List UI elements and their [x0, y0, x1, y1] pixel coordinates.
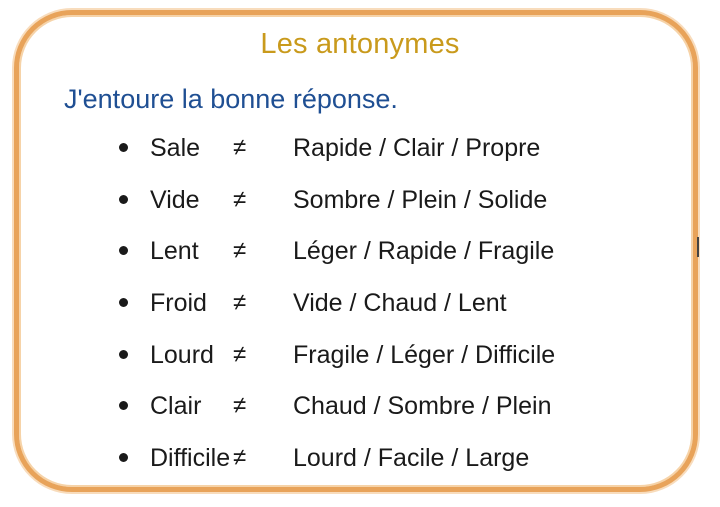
- word: Vide: [150, 186, 200, 214]
- answer-choices[interactable]: Vide / Chaud / Lent: [293, 289, 507, 317]
- not-equal-symbol: ≠: [233, 134, 247, 161]
- word: Clair: [150, 392, 202, 420]
- list-item: [0, 128, 720, 168]
- word: Froid: [150, 289, 207, 317]
- list-item: [0, 283, 720, 323]
- not-equal-symbol: ≠: [233, 341, 247, 368]
- not-equal-symbol: ≠: [233, 444, 247, 471]
- answer-choices[interactable]: Sombre / Plein / Solide: [293, 186, 548, 214]
- word: Lent: [150, 237, 199, 265]
- instruction-text: J'entoure la bonne réponse.: [64, 84, 398, 114]
- answer-choices[interactable]: Léger / Rapide / Fragile: [293, 237, 555, 265]
- word: Difficile: [150, 444, 231, 472]
- word: Sale: [150, 134, 201, 162]
- bullet-icon: [119, 143, 128, 152]
- answer-choices[interactable]: Rapide / Clair / Propre: [293, 134, 541, 162]
- bullet-icon: [119, 453, 128, 462]
- not-equal-symbol: ≠: [233, 392, 247, 419]
- list-item: [0, 231, 720, 271]
- edge-mark: [697, 237, 699, 257]
- bullet-icon: [119, 298, 128, 307]
- bullet-icon: [119, 350, 128, 359]
- worksheet-title: Les antonymes: [260, 28, 460, 60]
- bullet-icon: [119, 401, 128, 410]
- not-equal-symbol: ≠: [233, 289, 247, 316]
- not-equal-symbol: ≠: [233, 186, 247, 213]
- bullet-icon: [119, 195, 128, 204]
- list-item: [0, 180, 720, 220]
- bullet-icon: [119, 246, 128, 255]
- answer-choices[interactable]: Chaud / Sombre / Plein: [293, 392, 552, 420]
- list-item: [0, 386, 720, 426]
- word: Lourd: [150, 341, 214, 369]
- list-item: [0, 335, 720, 375]
- list-item: [0, 438, 720, 478]
- answer-choices[interactable]: Lourd / Facile / Large: [293, 444, 530, 472]
- not-equal-symbol: ≠: [233, 237, 247, 264]
- answer-choices[interactable]: Fragile / Léger / Difficile: [293, 341, 556, 369]
